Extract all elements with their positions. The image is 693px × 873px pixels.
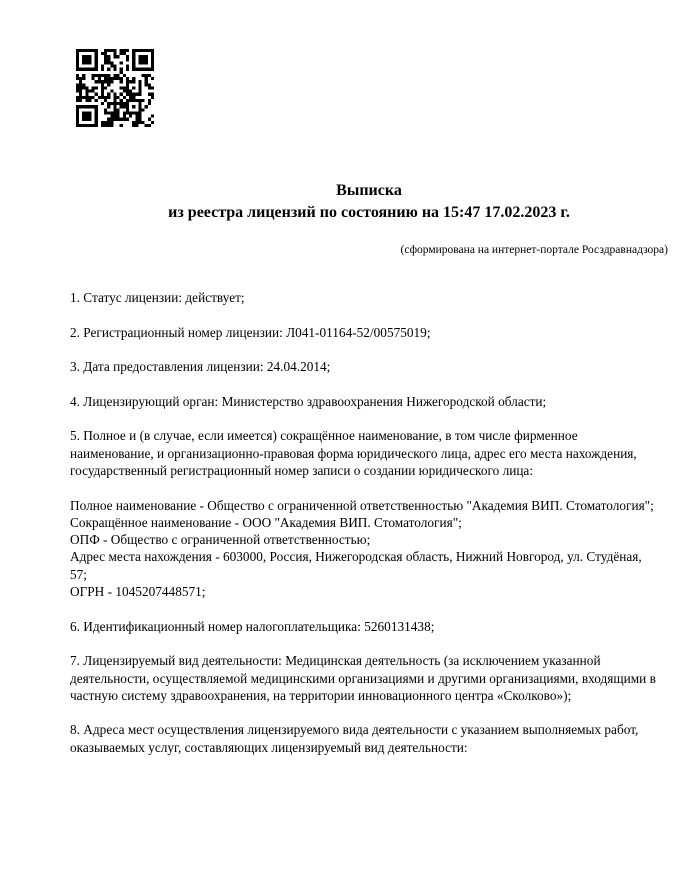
- detail-short-name: Сокращённое наименование - ООО "Академия ВИП. Стоматология";: [70, 514, 462, 530]
- document-body: [70, 289, 656, 773]
- item-5-company-info-heading: 5. Полное и (в случае, если имеется) сокращённое наименование, в том числе фирменное наименование, и организационно-правовая форма юридического лица, адрес его места нахождения, государственный регистрационный номер записи о создании юридического лица:: [70, 428, 637, 478]
- document-subtitle: (сформирована на интернет-портале Росздравнадзора): [400, 244, 668, 256]
- detail-ogrn: ОГРН - 1045207448571;: [70, 584, 206, 600]
- detail-address: Адрес места нахождения - 603000, Россия, Нижегородская область, Нижний Новгород, ул. Студёная, 57;: [70, 549, 642, 582]
- qr-code: [76, 49, 154, 127]
- document-title: [70, 180, 668, 224]
- item-6-inn: 6. Идентификационный номер налогоплательщика: 5260131438;: [70, 618, 435, 634]
- detail-full-name: Полное наименование - Общество с ограниченной ответственностью "Академия ВИП. Стоматология";: [70, 497, 654, 513]
- title-line-1: Выписка: [336, 182, 402, 199]
- company-details: [70, 497, 656, 601]
- item-2-registration-number: 2. Регистрационный номер лицензии: Л041-01164-52/00575019;: [70, 324, 431, 340]
- item-3-grant-date: 3. Дата предоставления лицензии: 24.04.2014;: [70, 359, 331, 375]
- detail-legal-form: ОПФ - Общество с ограниченной ответственностью;: [70, 532, 371, 548]
- item-4-licensing-authority: 4. Лицензирующий орган: Министерство здравоохранения Нижегородской области;: [70, 393, 547, 409]
- item-7-licensed-activity: 7. Лицензируемый вид деятельности: Медицинская деятельность (за исключением указанной деятельности, осуществляемой медицинскими организациями и другими организациями, входящими в частную систему здравоохранения, на территории инновационного центра «Сколково»);: [70, 653, 656, 703]
- item-8-addresses-heading: 8. Адреса мест осуществления лицензируемого вида деятельности с указанием выполняемых работ, оказываемых услуг, составляющих лицензируемый вид деятельности:: [70, 722, 639, 755]
- item-1-license-status: 1. Статус лицензии: действует;: [70, 290, 245, 305]
- title-line-2: из реестра лицензий по состоянию на 15:47 17.02.2023 г.: [168, 204, 570, 221]
